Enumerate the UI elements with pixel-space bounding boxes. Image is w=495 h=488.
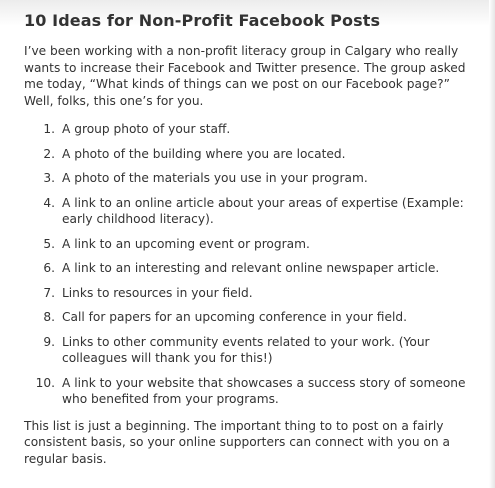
list-item-text: A link to an upcoming event or program. — [62, 236, 310, 251]
list-item — [24, 195, 469, 228]
list-item-text: A link to an interesting and relevant online newspaper article. — [62, 261, 440, 275]
list-item — [24, 334, 469, 367]
list-item — [24, 375, 469, 408]
list-item-number: 8. — [43, 310, 55, 324]
list-item-number: 4. — [43, 195, 55, 210]
list-item — [24, 236, 469, 253]
list-item-text: A group photo of your staff. — [62, 122, 231, 136]
list-item — [24, 285, 469, 302]
list-item-text: A link to an online article about your areas of expertise (Example: early childhood literacy). — [62, 195, 464, 226]
list-item — [24, 309, 469, 326]
list-item-number: 1. — [43, 122, 55, 136]
intro-paragraph: I’ve been working with a non-profit literacy group in Calgary who really wants to increase their Facebook and Twitter presence. The group asked me today, “What kinds of things can we post on our Facebook page?” Well, folks, this one’s for you. — [24, 44, 466, 108]
list-item-text: A link to your website that showcases a success story of someone who benefited from your programs. — [62, 375, 466, 406]
article-title: 10 Ideas for Non-Profit Facebook Posts — [24, 11, 381, 30]
list-item — [24, 260, 469, 277]
list-item-number: 9. — [43, 334, 55, 349]
list-item — [24, 121, 469, 138]
list-item-text: Links to other community events related to your work. (Your colleagues will thank you for this!) — [62, 334, 430, 365]
list-item-number: 5. — [43, 236, 55, 251]
list-item — [24, 146, 469, 163]
list-item-number: 3. — [43, 171, 55, 185]
list-item-text: Call for papers for an upcoming conference in your field. — [62, 310, 407, 324]
list-item-number: 2. — [43, 146, 55, 161]
list-item-text: A photo of the building where you are located. — [62, 146, 346, 161]
list-item-number: 7. — [43, 285, 55, 300]
list-item — [24, 170, 469, 187]
list-item-text: A photo of the materials you use in your program. — [62, 171, 368, 185]
ideas-list — [24, 121, 469, 408]
list-item-number: 10. — [35, 375, 55, 390]
list-item-text: Links to resources in your field. — [62, 285, 253, 300]
conclusion-paragraph: This list is just a beginning. The important thing to to post on a fairly consistent basis, so your online supporters can connect with you on a regular basis. — [24, 418, 450, 466]
list-item-number: 6. — [43, 261, 55, 275]
